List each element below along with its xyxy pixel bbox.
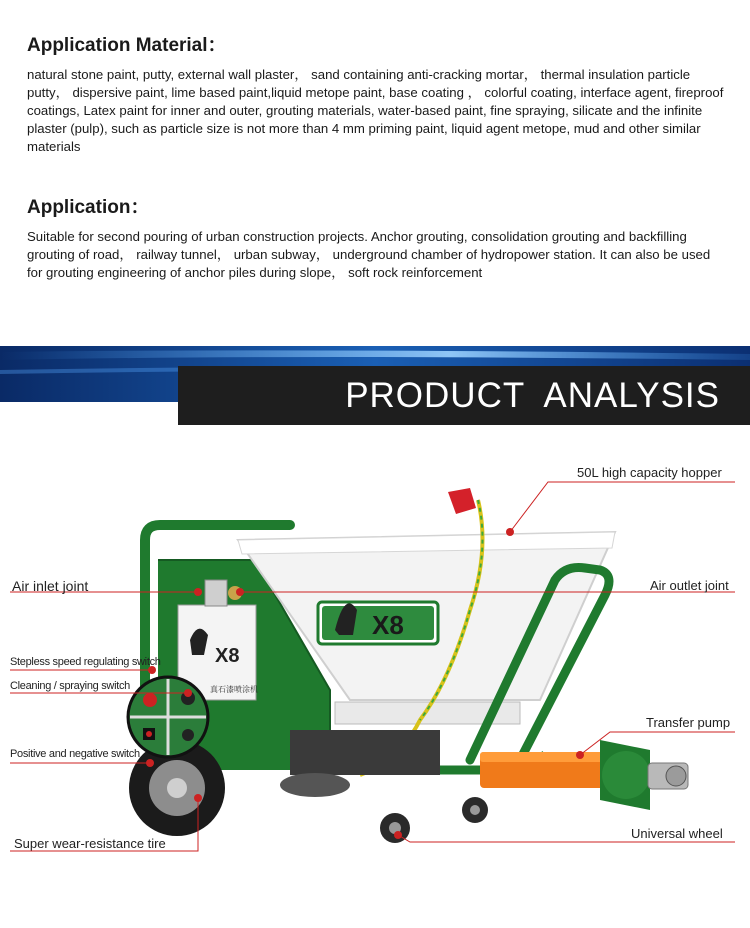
label-stepless-speed: Stepless speed regulating switch	[10, 656, 161, 668]
machine-name-label: 真石漆喷涂机	[210, 685, 258, 694]
label-cleaning-switch: Cleaning / spraying switch	[10, 680, 130, 692]
label-hopper: 50L high capacity hopper	[577, 465, 722, 480]
application-title: Application：	[27, 197, 150, 218]
hopper-model-badge: X8	[372, 610, 404, 640]
label-transfer-pump: Transfer pump	[646, 715, 731, 730]
application-body: Suitable for second pouring of urban construction projects. Anchor grouting, consolidation grouting and backfilling grouting of road， railway tunnel， urban subway， underground chamber of hydropower station. It can also be used for grouting engineering of anchor piles during slope， soft rock reinforcement	[27, 229, 711, 280]
label-universal-wheel: Universal wheel	[631, 826, 723, 841]
label-air-inlet: Air inlet joint	[12, 578, 89, 594]
product-analysis-title: PRODUCT ANALYSIS	[178, 366, 750, 425]
side-model-badge: X8	[215, 645, 240, 667]
spraying-machine-illustration	[0, 430, 750, 928]
application-material-body: natural stone paint, putty, external wall plaster， sand containing anti-cracking mortar， thermal insulation particle putty， dispersive paint, lime based paint,liquid metope paint, base coating ， colorful coating, interface agent, fireproof coatings, Latex paint for inner and outer, grouting materials, water-based paint, fine spraying, silicate and the infinite plaster (pulp), such as particle size is not more than 4 mm priming paint, liquid agent metope, mud and other similar materials	[27, 67, 724, 154]
application-material-title: Application Material：	[27, 35, 227, 56]
label-polarity-switch: Positive and negative switch	[10, 748, 140, 760]
label-tire: Super wear-resistance tire	[14, 836, 166, 851]
label-air-outlet: Air outlet joint	[650, 578, 729, 593]
